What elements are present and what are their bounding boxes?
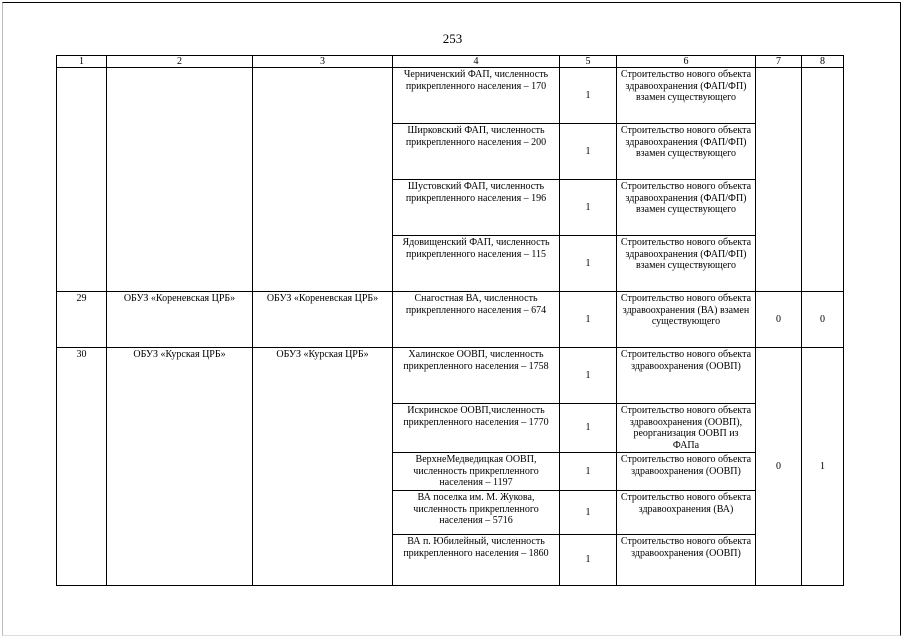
cell-col8-empty xyxy=(802,68,844,292)
cell-action: Строительство нового объекта здравоохранения (ФАП/ФП) взамен существующего xyxy=(617,68,756,124)
cell-facility: Халинское ООВП, численность прикрепленного населения – 1758 xyxy=(393,348,560,404)
cell-count: 1 xyxy=(560,68,617,124)
cell-facility: Ширковский ФАП, численность прикрепленного населения – 200 xyxy=(393,124,560,180)
cell-col8: 0 xyxy=(802,292,844,348)
cell-facility: ВА п. Юбилейный, численность прикрепленного населения – 1860 xyxy=(393,535,560,586)
cell-action: Строительство нового объекта здравоохранения (ВА) xyxy=(617,491,756,535)
page-number: 253 xyxy=(442,31,463,46)
cell-count: 1 xyxy=(560,236,617,292)
cell-action: Строительство нового объекта здравоохранения (ООВП), реорганизация ООВП из ФАПа xyxy=(617,404,756,453)
cell-col7-empty xyxy=(756,68,802,292)
data-table xyxy=(56,55,844,586)
cell-org-empty xyxy=(107,68,253,292)
cell-facility: ВА поселка им. М. Жукова, численность прикрепленного населения – 5716 xyxy=(393,491,560,535)
cell-facility: Черниченский ФАП, численность прикрепленного населения – 170 xyxy=(393,68,560,124)
table-row xyxy=(57,68,844,124)
cell-count: 1 xyxy=(560,180,617,236)
cell-count: 1 xyxy=(560,404,617,453)
cell-facility: ВерхнеМедведицкая ООВП, численность прикрепленного населения – 1197 xyxy=(393,453,560,491)
cell-organization: ОБУЗ «Курская ЦРБ» xyxy=(107,348,253,586)
cell-row-number: 29 xyxy=(57,292,107,348)
table-row xyxy=(57,292,844,348)
cell-facility: Ядовищенский ФАП, численность прикрепленного населения – 115 xyxy=(393,236,560,292)
header-col-5: 5 xyxy=(560,56,617,68)
cell-count: 1 xyxy=(560,535,617,586)
cell-num-empty xyxy=(57,68,107,292)
cell-action: Строительство нового объекта здравоохранения (ВА) взамен существующего xyxy=(617,292,756,348)
cell-action: Строительство нового объекта здравоохранения (ФАП/ФП) взамен существующего xyxy=(617,236,756,292)
cell-col7: 0 xyxy=(756,348,802,586)
header-col-7: 7 xyxy=(756,56,802,68)
cell-row-number: 30 xyxy=(57,348,107,586)
cell-count: 1 xyxy=(560,124,617,180)
cell-count: 1 xyxy=(560,292,617,348)
cell-count: 1 xyxy=(560,453,617,491)
cell-action: Строительство нового объекта здравоохранения (ООВП) xyxy=(617,453,756,491)
cell-col8: 1 xyxy=(802,348,844,586)
cell-action: Строительство нового объекта здравоохранения (ООВП) xyxy=(617,348,756,404)
header-col-2: 2 xyxy=(107,56,253,68)
cell-col7: 0 xyxy=(756,292,802,348)
cell-facility: Искринское ООВП,численность прикрепленного населения – 1770 xyxy=(393,404,560,453)
table-row xyxy=(57,348,844,404)
header-row xyxy=(57,56,844,68)
header-col-4: 4 xyxy=(393,56,560,68)
cell-organization-2: ОБУЗ «Курская ЦРБ» xyxy=(253,348,393,586)
cell-action: Строительство нового объекта здравоохранения (ФАП/ФП) взамен существующего xyxy=(617,180,756,236)
cell-organization: ОБУЗ «Кореневская ЦРБ» xyxy=(107,292,253,348)
header-col-6: 6 xyxy=(617,56,756,68)
cell-count: 1 xyxy=(560,348,617,404)
cell-facility: Снагостная ВА, численность прикрепленного населения – 674 xyxy=(393,292,560,348)
header-col-1: 1 xyxy=(57,56,107,68)
cell-count: 1 xyxy=(560,491,617,535)
header-col-8: 8 xyxy=(802,56,844,68)
cell-action: Строительство нового объекта здравоохранения (ООВП) xyxy=(617,535,756,586)
header-col-3: 3 xyxy=(253,56,393,68)
cell-org2-empty xyxy=(253,68,393,292)
cell-organization-2: ОБУЗ «Кореневская ЦРБ» xyxy=(253,292,393,348)
cell-facility: Шустовский ФАП, численность прикрепленного населения – 196 xyxy=(393,180,560,236)
cell-action: Строительство нового объекта здравоохранения (ФАП/ФП) взамен существующего xyxy=(617,124,756,180)
